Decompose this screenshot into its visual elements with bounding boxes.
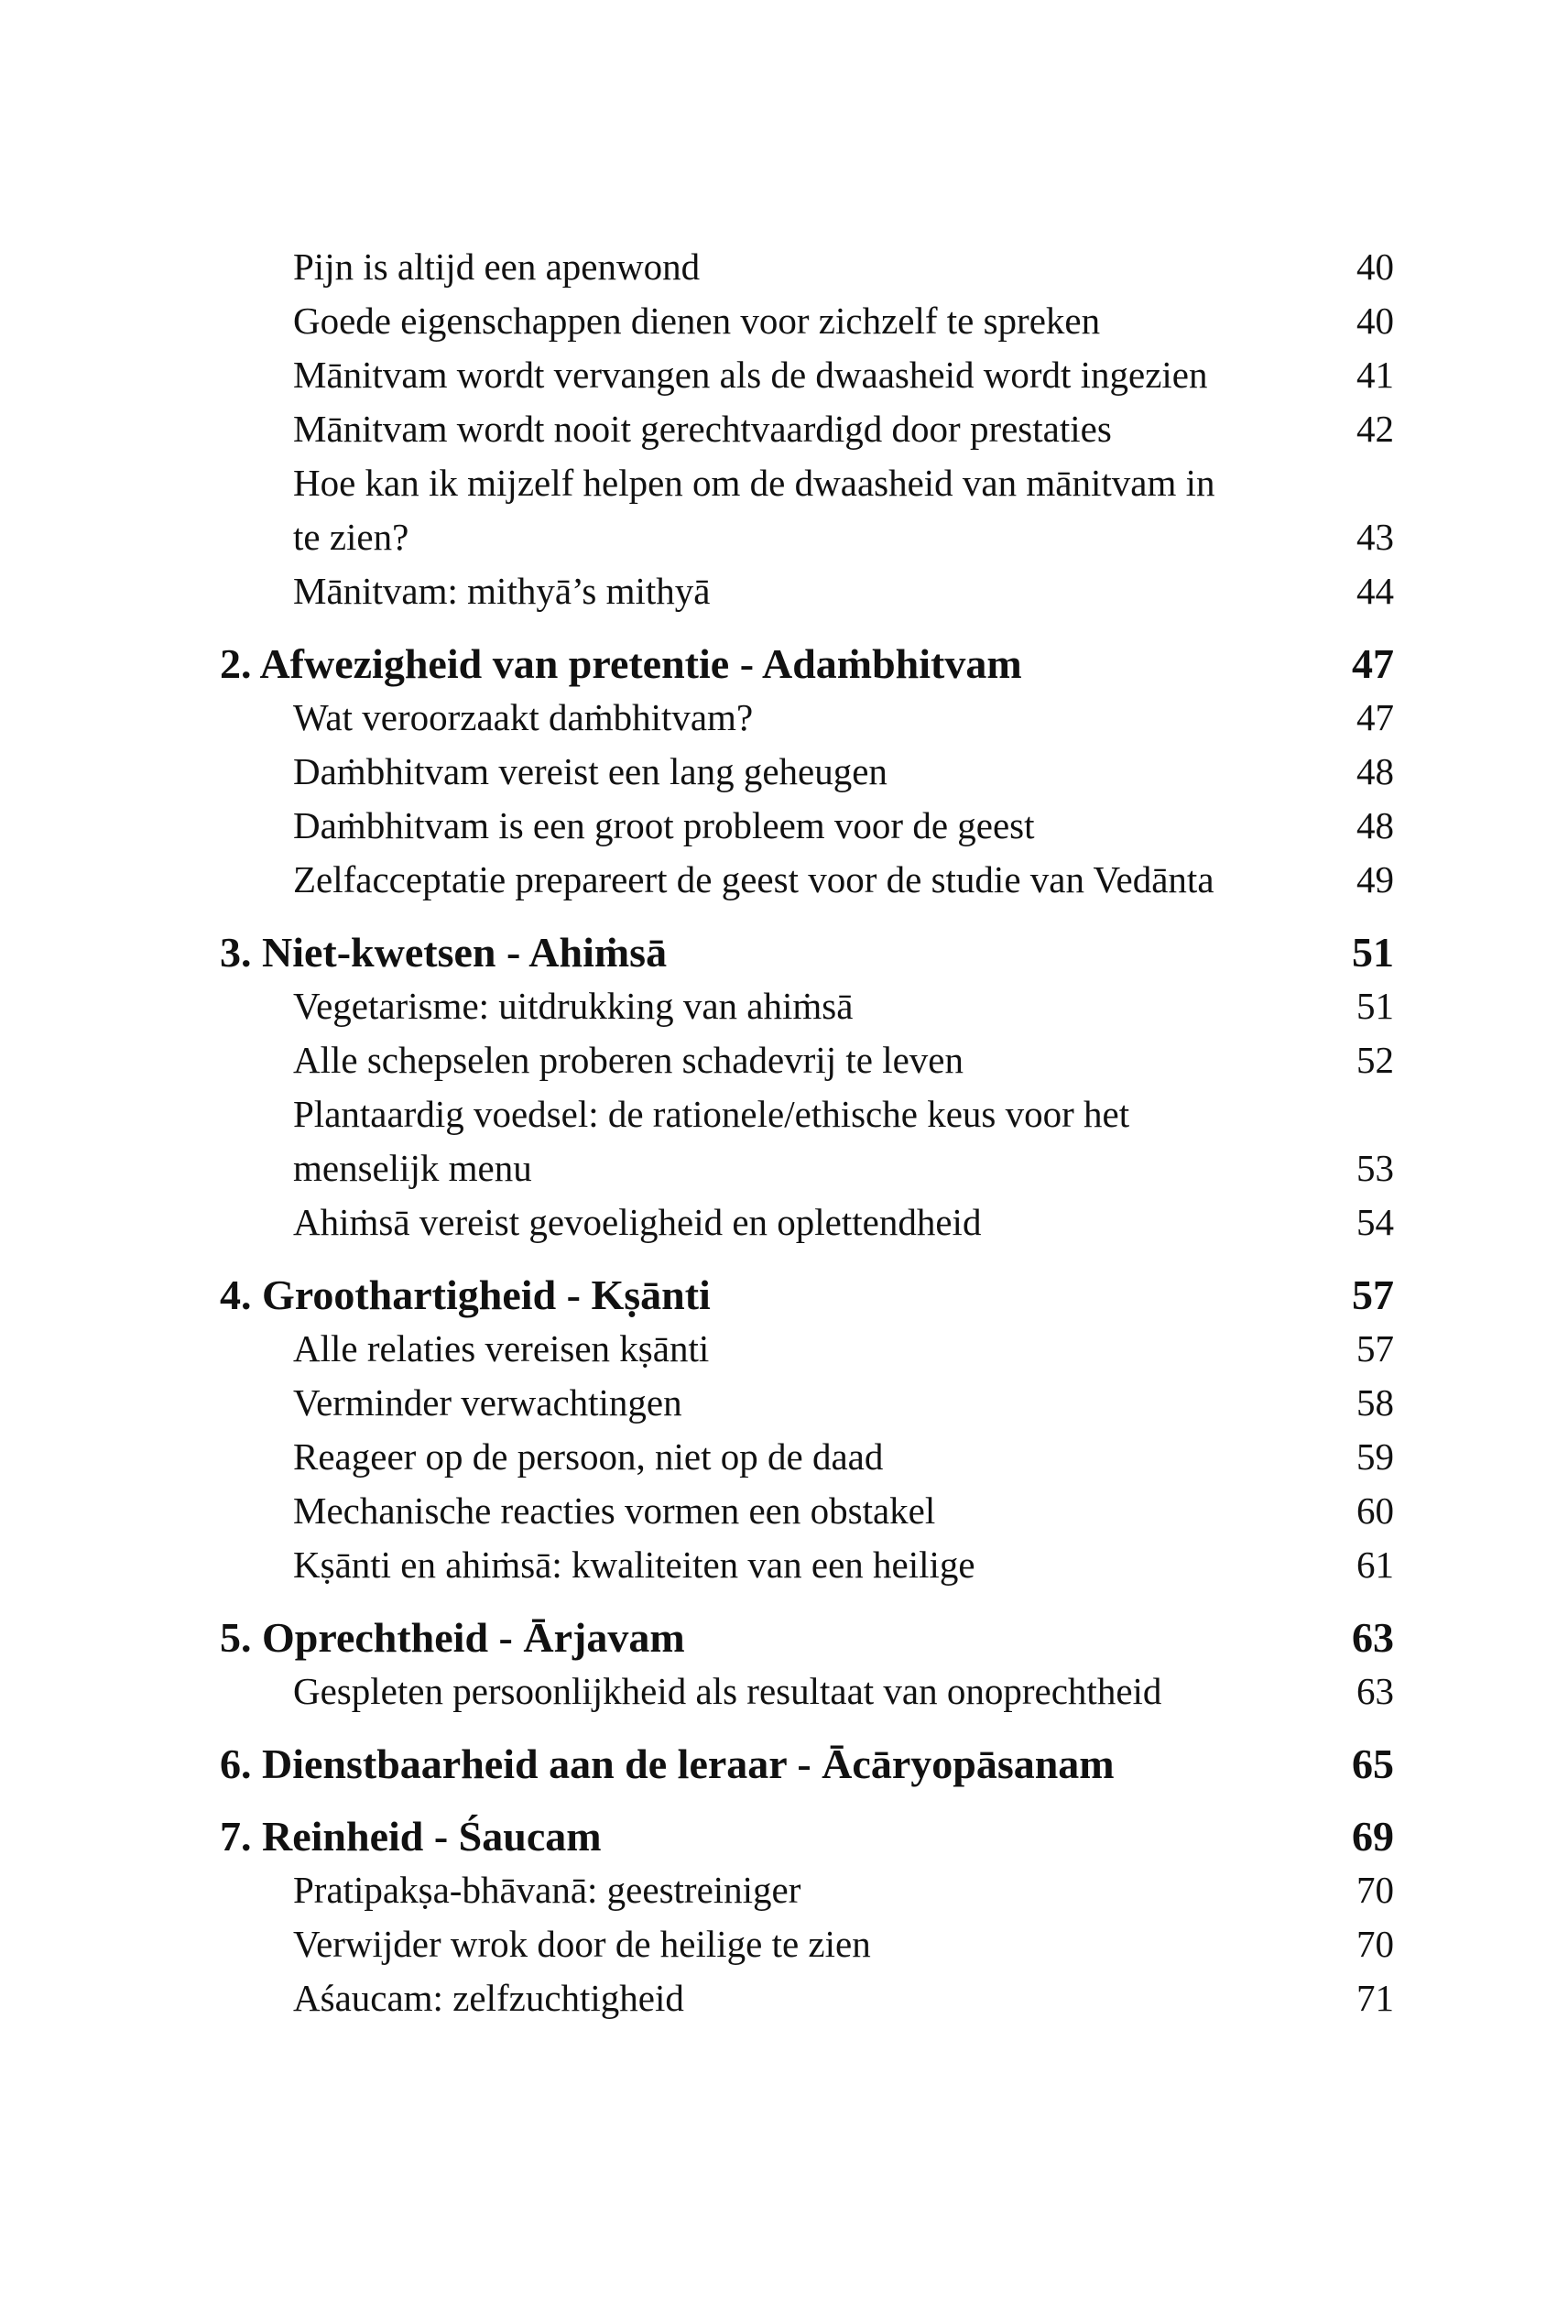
toc-entry [220, 1322, 1394, 1376]
entry-title: Ahiṁsā vereist gevoeligheid en oplettendheid [293, 1201, 982, 1243]
toc-entry [220, 1195, 1394, 1249]
entry-page-number: 70 [1356, 1923, 1394, 1965]
toc-entry [220, 1538, 1394, 1592]
entry-title: Verwijder wrok door de heilige te zien [293, 1923, 871, 1965]
entry-page-number: 59 [1356, 1435, 1394, 1478]
chapter-page-number: 51 [1352, 929, 1394, 976]
entry-title: Alle schepselen proberen schadevrij te leven [293, 1039, 964, 1081]
chapter-heading [220, 925, 1394, 979]
toc-entry [220, 1971, 1394, 2025]
chapter-page-number: 69 [1352, 1813, 1394, 1860]
entry-title: Alle relaties vereisen kṣānti [293, 1327, 710, 1369]
entry-title: Mechanische reacties vormen een obstakel [293, 1489, 936, 1532]
chapter-heading [220, 1268, 1394, 1322]
entry-page-number: 40 [1356, 245, 1394, 288]
chapter-page-number: 63 [1352, 1614, 1394, 1661]
entry-title: Mānitvam wordt nooit gerechtvaardigd door prestaties [293, 408, 1112, 450]
entry-page-number: 57 [1356, 1327, 1394, 1369]
chapter-heading [220, 1737, 1394, 1791]
entry-title: Reageer op de persoon, niet op de daad [293, 1435, 884, 1478]
table-of-contents [220, 240, 1394, 2025]
toc-entry [220, 1087, 1394, 1195]
chapter-page-number: 65 [1352, 1740, 1394, 1787]
entry-page-number: 42 [1356, 408, 1394, 450]
chapter-heading [220, 1809, 1394, 1863]
entry-title: Zelfacceptatie prepareert de geest voor de studie van Vedānta [293, 858, 1214, 900]
toc-entry [220, 691, 1394, 745]
entry-page-number: 40 [1356, 300, 1394, 342]
entry-page-number: 48 [1356, 804, 1394, 846]
chapter-title: 3. Niet-kwetsen - Ahiṁsā [220, 929, 668, 976]
toc-entry [220, 1033, 1394, 1087]
entry-title: Daṁbhitvam vereist een lang geheugen [293, 750, 887, 792]
entry-page-number: 43 [1356, 516, 1394, 558]
entry-page-number: 60 [1356, 1489, 1394, 1532]
entry-title: Goede eigenschappen dienen voor zichzelf te spreken [293, 300, 1101, 342]
entry-page-number: 53 [1356, 1147, 1394, 1189]
toc-entry [220, 1376, 1394, 1430]
toc-entry [220, 799, 1394, 853]
entry-page-number: 58 [1356, 1381, 1394, 1424]
entry-page-number: 63 [1356, 1670, 1394, 1712]
entry-title: Vegetarisme: uitdrukking van ahiṁsā [293, 985, 854, 1027]
entry-page-number: 54 [1356, 1201, 1394, 1243]
entry-title: Pratipakṣa-bhāvanā: geestreiniger [293, 1869, 801, 1911]
entry-page-number: 47 [1356, 696, 1394, 738]
chapter-title: 5. Oprechtheid - Ārjavam [220, 1614, 685, 1661]
entry-page-number: 44 [1356, 570, 1394, 612]
entry-title: Daṁbhitvam is een groot probleem voor de geest [293, 804, 1035, 846]
entry-page-number: 48 [1356, 750, 1394, 792]
entry-page-number: 41 [1356, 354, 1394, 396]
chapter-page-number: 47 [1352, 640, 1394, 687]
toc-entry [220, 1484, 1394, 1538]
entry-title: Mānitvam wordt vervangen als de dwaasheid wordt ingezien [293, 354, 1208, 396]
entry-title: Verminder verwachtingen [293, 1381, 682, 1424]
toc-entry [220, 745, 1394, 799]
entry-page-number: 70 [1356, 1869, 1394, 1911]
entry-page-number: 52 [1356, 1039, 1394, 1081]
entry-title: Wat veroorzaakt daṁbhitvam? [293, 696, 754, 738]
chapter-heading [220, 637, 1394, 691]
entry-title: Hoe kan ik mijzelf helpen om de dwaasheid van mānitvam in [293, 462, 1215, 504]
entry-page-number: 61 [1356, 1544, 1394, 1586]
entry-page-number: 49 [1356, 858, 1394, 900]
chapter-title: 6. Dienstbaarheid aan de leraar - Ācāryopāsanam [220, 1740, 1115, 1787]
chapter-title: 2. Afwezigheid van pretentie - Adaṁbhitvam [220, 640, 1022, 687]
chapter-title: 7. Reinheid - Śaucam [220, 1813, 602, 1860]
toc-entry [220, 402, 1394, 456]
entry-title: Aśaucam: zelfzuchtigheid [293, 1977, 684, 2019]
toc-entry [220, 348, 1394, 402]
chapter-title: 4. Groothartigheid - Kṣānti [220, 1271, 711, 1318]
toc-entry [220, 294, 1394, 348]
entry-title: Mānitvam: mithyā’s mithyā [293, 570, 711, 612]
chapter-page-number: 57 [1352, 1271, 1394, 1318]
entry-title: Gespleten persoonlijkheid als resultaat van onoprechtheid [293, 1670, 1162, 1712]
entry-title: Pijn is altijd een apenwond [293, 245, 701, 288]
toc-entry [220, 240, 1394, 294]
toc-entry [220, 853, 1394, 907]
entry-title-continued: te zien? [293, 516, 409, 558]
entry-page-number: 51 [1356, 985, 1394, 1027]
entry-page-number: 71 [1356, 1977, 1394, 2019]
chapter-heading [220, 1610, 1394, 1664]
toc-entry [220, 1917, 1394, 1971]
toc-entry [220, 1863, 1394, 1917]
entry-title-continued: menselijk menu [293, 1147, 532, 1189]
toc-entry [220, 1664, 1394, 1718]
toc-entry [220, 979, 1394, 1033]
toc-entry [220, 564, 1394, 618]
toc-entry [220, 1430, 1394, 1484]
entry-title: Plantaardig voedsel: de rationele/ethische keus voor het [293, 1093, 1130, 1135]
entry-title: Kṣānti en ahiṁsā: kwaliteiten van een heilige [293, 1544, 975, 1586]
toc-entry [220, 456, 1394, 564]
